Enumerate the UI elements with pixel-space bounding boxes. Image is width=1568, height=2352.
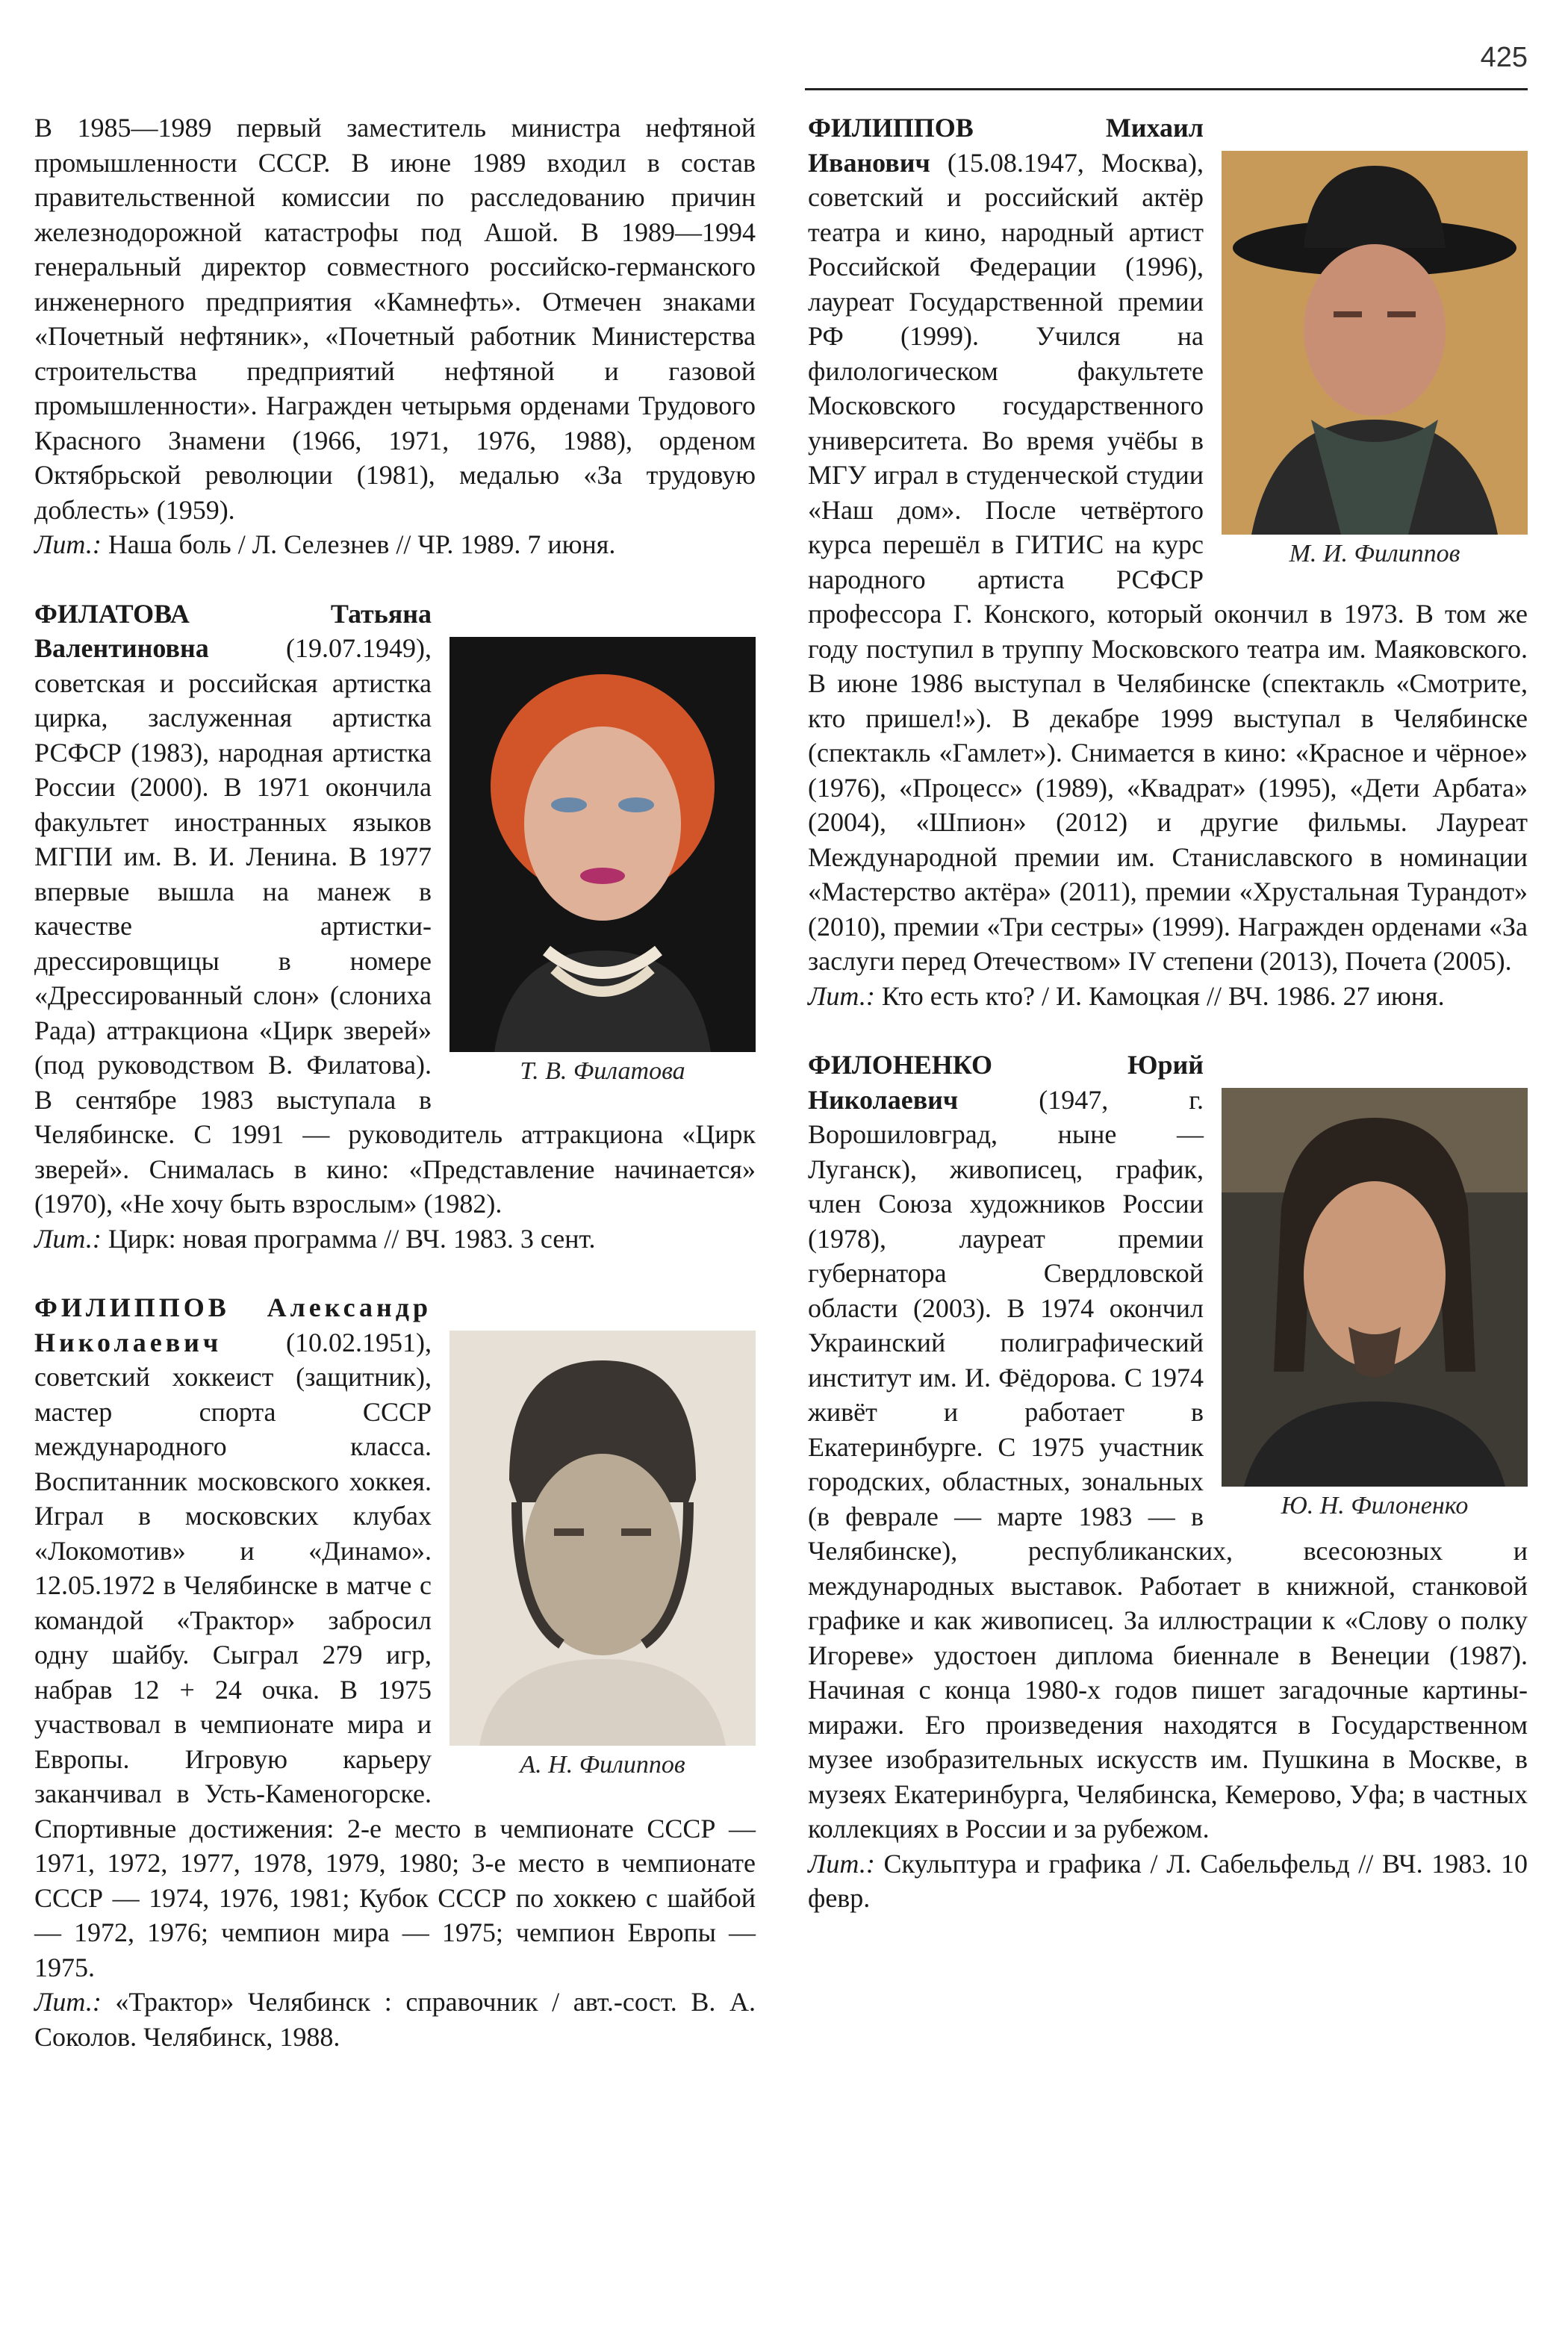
- lit-text: Наша боль / Л. Селезнев // ЧР. 1989. 7 июня.: [101, 529, 616, 559]
- portrait-filippov-m-photo: [1222, 151, 1528, 535]
- entry-literature: [808, 1847, 1528, 1916]
- entry-filonenko: [808, 1048, 1528, 1916]
- portrait-filonenko-photo: [1222, 1088, 1528, 1487]
- entry-headword: ФИЛИППОВ Александр Николаевич: [34, 1292, 432, 1357]
- lit-label: Лит.:: [34, 1987, 102, 2017]
- header-rule: [805, 88, 1528, 90]
- lit-label: Лит.:: [34, 529, 102, 559]
- entry-headword: ФИЛАТОВА Татьяна Валентиновна: [34, 598, 432, 663]
- photo-caption: Т. В. Филатова: [520, 1057, 685, 1085]
- entry-filatova: [34, 597, 756, 1257]
- entry-headword: ФИЛИППОВ Михаил Иванович: [808, 113, 1204, 178]
- entry-text: (10.02.1951), советский хоккеист (защитник), мастер спорта СССР международного класса. Воспитанник московского хоккея. Играл в московских клубах «Локомотив» и «Динамо». 12.05.1972 в Челябинске в матче с командой «Трактор» забросил одну шайбу. Сыграл 279 игр, набрав 12 + 24 очка. В 1975 участвовал в чемпионате мира и Европы. Игровую карьеру заканчивал в Усть-Каменогорске. Спортивные достижения: 2-е место в чемпионате СССР — 1971, 1972, 1977, 1978, 1979, 1980; 3-е место в чемпионате СССР — 1974, 1976, 1981; Кубок СССР по хоккею с шайбой — 1972, 1976; чемпион мира — 1975; чемпион Европы — 1975.: [34, 1327, 756, 1982]
- entry-literature: [808, 979, 1528, 1014]
- photo-caption: Ю. Н. Филоненко: [1281, 1492, 1469, 1519]
- entry-text: В 1985—1989 первый заместитель министра нефтяной промышленности СССР. В июне 1989 входил в состав правительственной комиссии по расследованию причин железнодорожной катастрофы под Ашой. В 1989—1994 генеральный директор совместного российско-германского инженерного предприятия «Камнефть». Отмечен знаками «Почетный нефтяник», «Почетный работник Министерства строительства предприятий нефтяной и газовой промышленности». Награжден четырьмя орденами Трудового Красного Знамени (1966, 1971, 1976, 1988), орденом Октябрьской революции (1981), медалью «За трудовую доблесть» (1959).: [34, 113, 756, 525]
- entry-filippov-m: [808, 111, 1528, 1013]
- lit-text: Кто есть кто? / И. Камоцкая // ВЧ. 1986. 27 июня.: [874, 980, 1445, 1011]
- lit-text: Скульптура и графика / Л. Сабельфельд // ВЧ. 1983. 10 февр.: [808, 1848, 1528, 1913]
- lit-label: Лит.:: [808, 1848, 875, 1879]
- left-column: [34, 111, 756, 2088]
- portrait-filatova-photo: [449, 637, 756, 1052]
- entry-literature: [34, 527, 756, 562]
- photo-caption: А. Н. Филиппов: [520, 1751, 685, 1779]
- portrait-filippov-a-photo: [449, 1331, 756, 1746]
- photo-figure-filatova: [449, 637, 756, 1088]
- right-column: [808, 111, 1528, 1950]
- lit-text: «Трактор» Челябинск : справочник / авт.-сост. В. А. Соколов. Челябинск, 1988.: [34, 1987, 756, 2052]
- entry-literature: [34, 1222, 756, 1257]
- lit-label: Лит.:: [34, 1223, 102, 1254]
- entry-continuation: [34, 111, 756, 562]
- entry-text: (1947, г. Ворошиловград, ныне — Луганск), живописец, график, член Союза художников России (1978), лауреат премии губернатора Свердловской области (2003). В 1974 окончил Украинский полиграфический институт им. И. Фёдорова. С 1974 живёт и работает в Екатеринбурге. С 1975 участник городских, областных, зональных (в феврале — марте 1983 — в Челябинске), республиканских, всесоюзных и международных выставок. Работает в книжной, станковой графике и как живописец. За иллюстрации к «Слову о полку Игореве» удостоен диплома биеннале в Венеции (1987). Начиная с конца 1980-х годов пишет загадочные картины-миражи. Его произведения находятся в Государственном музее изобразительных искусств им. Пушкина в Москве, в музеях Екатеринбурга, Челябинска, Кемерово, Уфа; в частных коллекциях в России и за рубежом.: [808, 1084, 1528, 1844]
- entry-text: (15.08.1947, Москва), советский и российский актёр театра и кино, народный артист Российской Федерации (1996), лауреат Государственной премии РФ (1999). Учился на филологическом факультете Московского государственного университета. Во время учёбы в МГУ играл в студенческой студии «Наш дом». После четвёртого курса перешёл в ГИТИС на курс народного артиста РСФСР профессора Г. Конского, который окончил в 1973. В том же году поступил в труппу Московского театра им. Маяковского. В июне 1986 выступал в Челябинске (спектакль «Смотрите, кто пришел!»). В декабре 1999 выступал в Челябинске (спектакль «Гамлет»). Снимается в кино: «Красное и чёрное» (1976), «Процесс» (1989), «Квадрат» (1995), «Дети Арбата» (2004), «Шпион» (2012) и другие фильмы. Лауреат Международной премии им. Станиславского в номинации «Мастерство актёра» (2011), премии «Хрустальная Турандот» (2010), премии «Три сестры» (1999). Награжден орденами «За заслуги перед Отечеством» IV степени (2013), Почета (2005).: [808, 147, 1528, 976]
- photo-figure-filippov-a: [449, 1331, 756, 1782]
- photo-figure-filonenko: [1222, 1088, 1528, 1522]
- photo-caption: М. И. Филиппов: [1289, 540, 1460, 567]
- entry-text: (19.07.1949), советская и российская артистка цирка, заслуженная артистка РСФСР (1983), народная артистка России (2000). В 1971 окончила факультет иностранных языков МГПИ им. В. И. Ленина. В 1977 впервые вышла на манеж в качестве артистки-дрессировщицы в номере «Дрессированный слон» (слониха Рада) аттракциона «Цирк зверей» (под руководством В. Филатова). В сентябре 1983 выступала в Челябинске. С 1991 — руководитель аттракциона «Цирк зверей». Снималась в кино: «Представление начинается» (1970), «Не хочу быть взрослым» (1982).: [34, 633, 756, 1219]
- lit-text: Цирк: новая программа // ВЧ. 1983. 3 сент.: [101, 1223, 596, 1254]
- photo-figure-filippov-m: [1222, 151, 1528, 570]
- entry-headword: ФИЛОНЕНКО Юрий Николаевич: [808, 1050, 1204, 1115]
- entry-literature: [34, 1985, 756, 2054]
- page-number: 425: [1480, 42, 1528, 73]
- entry-filippov-a: [34, 1290, 756, 2054]
- lit-label: Лит.:: [808, 980, 875, 1011]
